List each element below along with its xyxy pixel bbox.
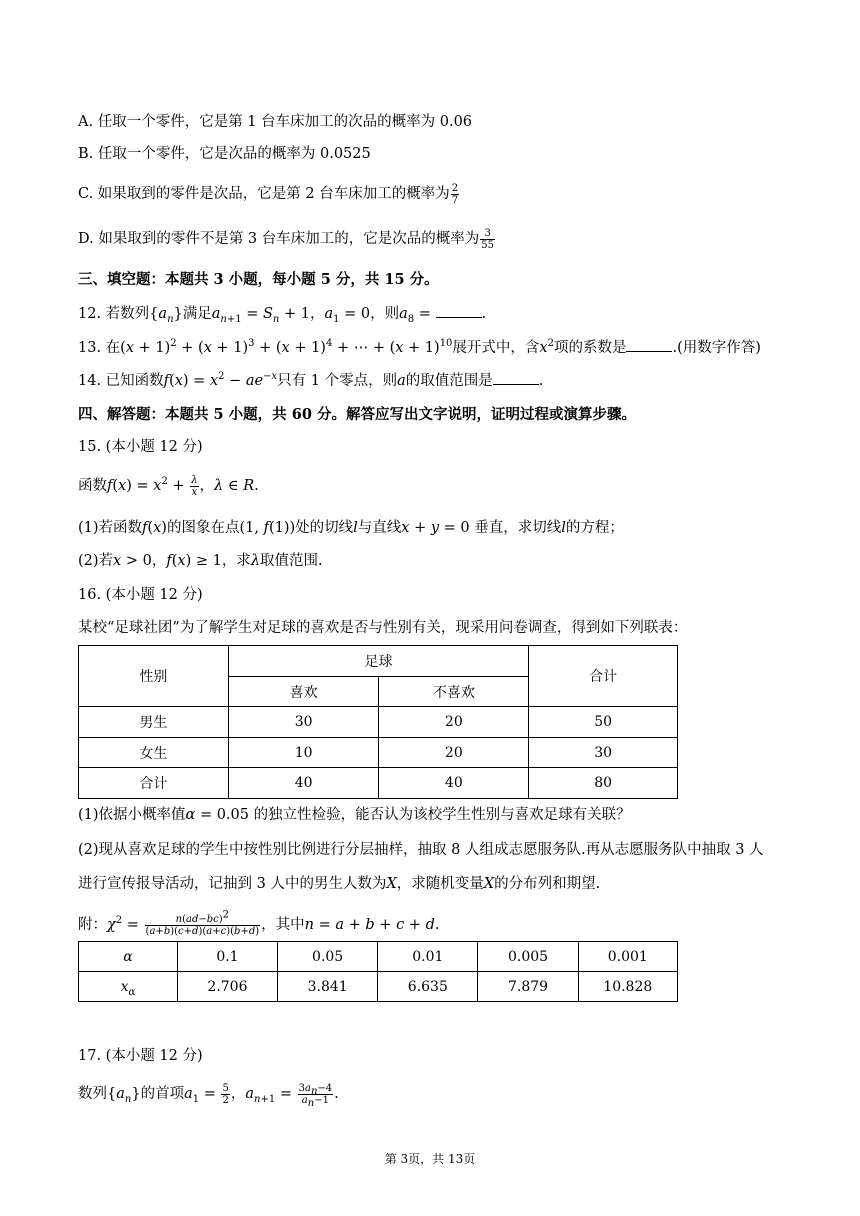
option-b: B. 任取一个零件，它是次品的概率为 0.0525 [78, 146, 371, 162]
answer-blank [436, 303, 482, 318]
option-a: A. 任取一个零件，它是第 1 台车床加工的次品的概率为 0.06 [78, 114, 473, 130]
question-15-part1: (1)若函数f(x)的图象在点(1, f(1))处的切线l与直线x + y = 0 垂直，求切线l的方程； [78, 520, 624, 536]
table-row: $x_\alpha$ 2.706 3.841 6.635 7.879 10.828 [79, 972, 678, 1002]
table-row: 女生 10 20 30 [79, 738, 678, 768]
question-16-intro: 某校“足球社团”为了解学生对足球的喜欢是否与性别有关，现采用问卷调查，得到如下列联表： [78, 620, 688, 636]
section-heading: 三、填空题：本题共 3 小题，每小题 5 分，共 15 分。 [78, 271, 439, 288]
header-like: 喜欢 [228, 677, 379, 707]
option-c: C. 如果取到的零件是次品，它是第 2 台车床加工的概率为 $\frac{2}{7}$ [78, 182, 459, 206]
header-gender: 性别 [79, 646, 229, 707]
question-13: 13. 在$(x + 1)^2 + (x + 1)^3 + (x + 1)^4$ + ⋯ + $(x + 1)^{10}$展开式中，含$x^2$项的系数是 .(用数字作答) [78, 338, 761, 356]
question-17-title: 17. (本小题 12 分) [78, 1048, 203, 1064]
question-16-title: 16. (本小题 12 分) [78, 587, 203, 603]
question-14: 14. 已知函数$f(x) = x^2 - ae^{-x}$只有 1 个零点，则a的取值范围是 . [78, 371, 544, 389]
question-16-part2-line1: (2)现从喜欢足球的学生中按性别比例进行分层抽样，抽取 8 人组成志愿服务队.再从志愿服务队中抽取 3 人 [78, 842, 764, 858]
option-d: D. 如果取到的零件不是第 3 台车床加工的，它是次品的概率为 $\frac{3}{55}$ [78, 227, 495, 251]
contingency-table [78, 645, 678, 799]
fraction: $\frac{2}{7}$ [451, 182, 459, 206]
chi-square-formula: 附：$\chi^2$ = $\frac{n(ad-bc)^2}{(a+b)(c+d)(a+c)(b+d)}$ ，其中n = a + b + c + d. [78, 909, 440, 937]
header-dislike: 不喜欢 [379, 677, 529, 707]
page-footer: 第 3页，共 13页 [384, 1152, 476, 1166]
table-row: 男生 30 20 50 [79, 707, 678, 738]
section-heading: 四、解答题：本题共 5 小题，共 60 分。解答应写出文字说明，证明过程或演算步骤。 [78, 406, 636, 423]
answer-blank [626, 337, 672, 352]
question-15-part2: (2)若x > 0，f(x) ≥ 1，求λ取值范围. [78, 553, 323, 569]
question-16-part2-line2: 进行宣传报导活动，记抽到 3 人中的男生人数为X，求随机变量X的分布列和期望. [78, 876, 601, 892]
question-16-part1: (1)依据小概率值α = 0.05 的独立性检验，能否认为该校学生性别与喜欢足球有关联？ [78, 807, 631, 823]
question-12: 12. 若数列$\{a_n\}$满足$a_{n+1} = S_n + 1$，$a_1 = 0$，则$a_8$ = . [78, 303, 486, 324]
answer-blank [493, 370, 539, 385]
question-17-intro: 数列$\{a_n\}$的首项$a_1$ = $\frac{5}{2}$ ，$a_{n+1}$ = $\frac{3a_n-4}{a_n-1}$ . [78, 1082, 339, 1109]
question-15-title: 15. (本小题 12 分) [78, 439, 203, 455]
table-row: 合计 40 40 80 [79, 768, 678, 799]
question-15-intro: 函数$f(x) = x^2$ + $\frac{\lambda}{x}$ ，λ ∈ R. [78, 474, 259, 498]
fraction: $\frac{3}{55}$ [481, 227, 495, 251]
header-football: 足球 [228, 646, 528, 677]
header-total: 合计 [529, 646, 678, 707]
critical-value-table [78, 941, 678, 1002]
table-row: α 0.1 0.05 0.01 0.005 0.001 [79, 942, 678, 972]
